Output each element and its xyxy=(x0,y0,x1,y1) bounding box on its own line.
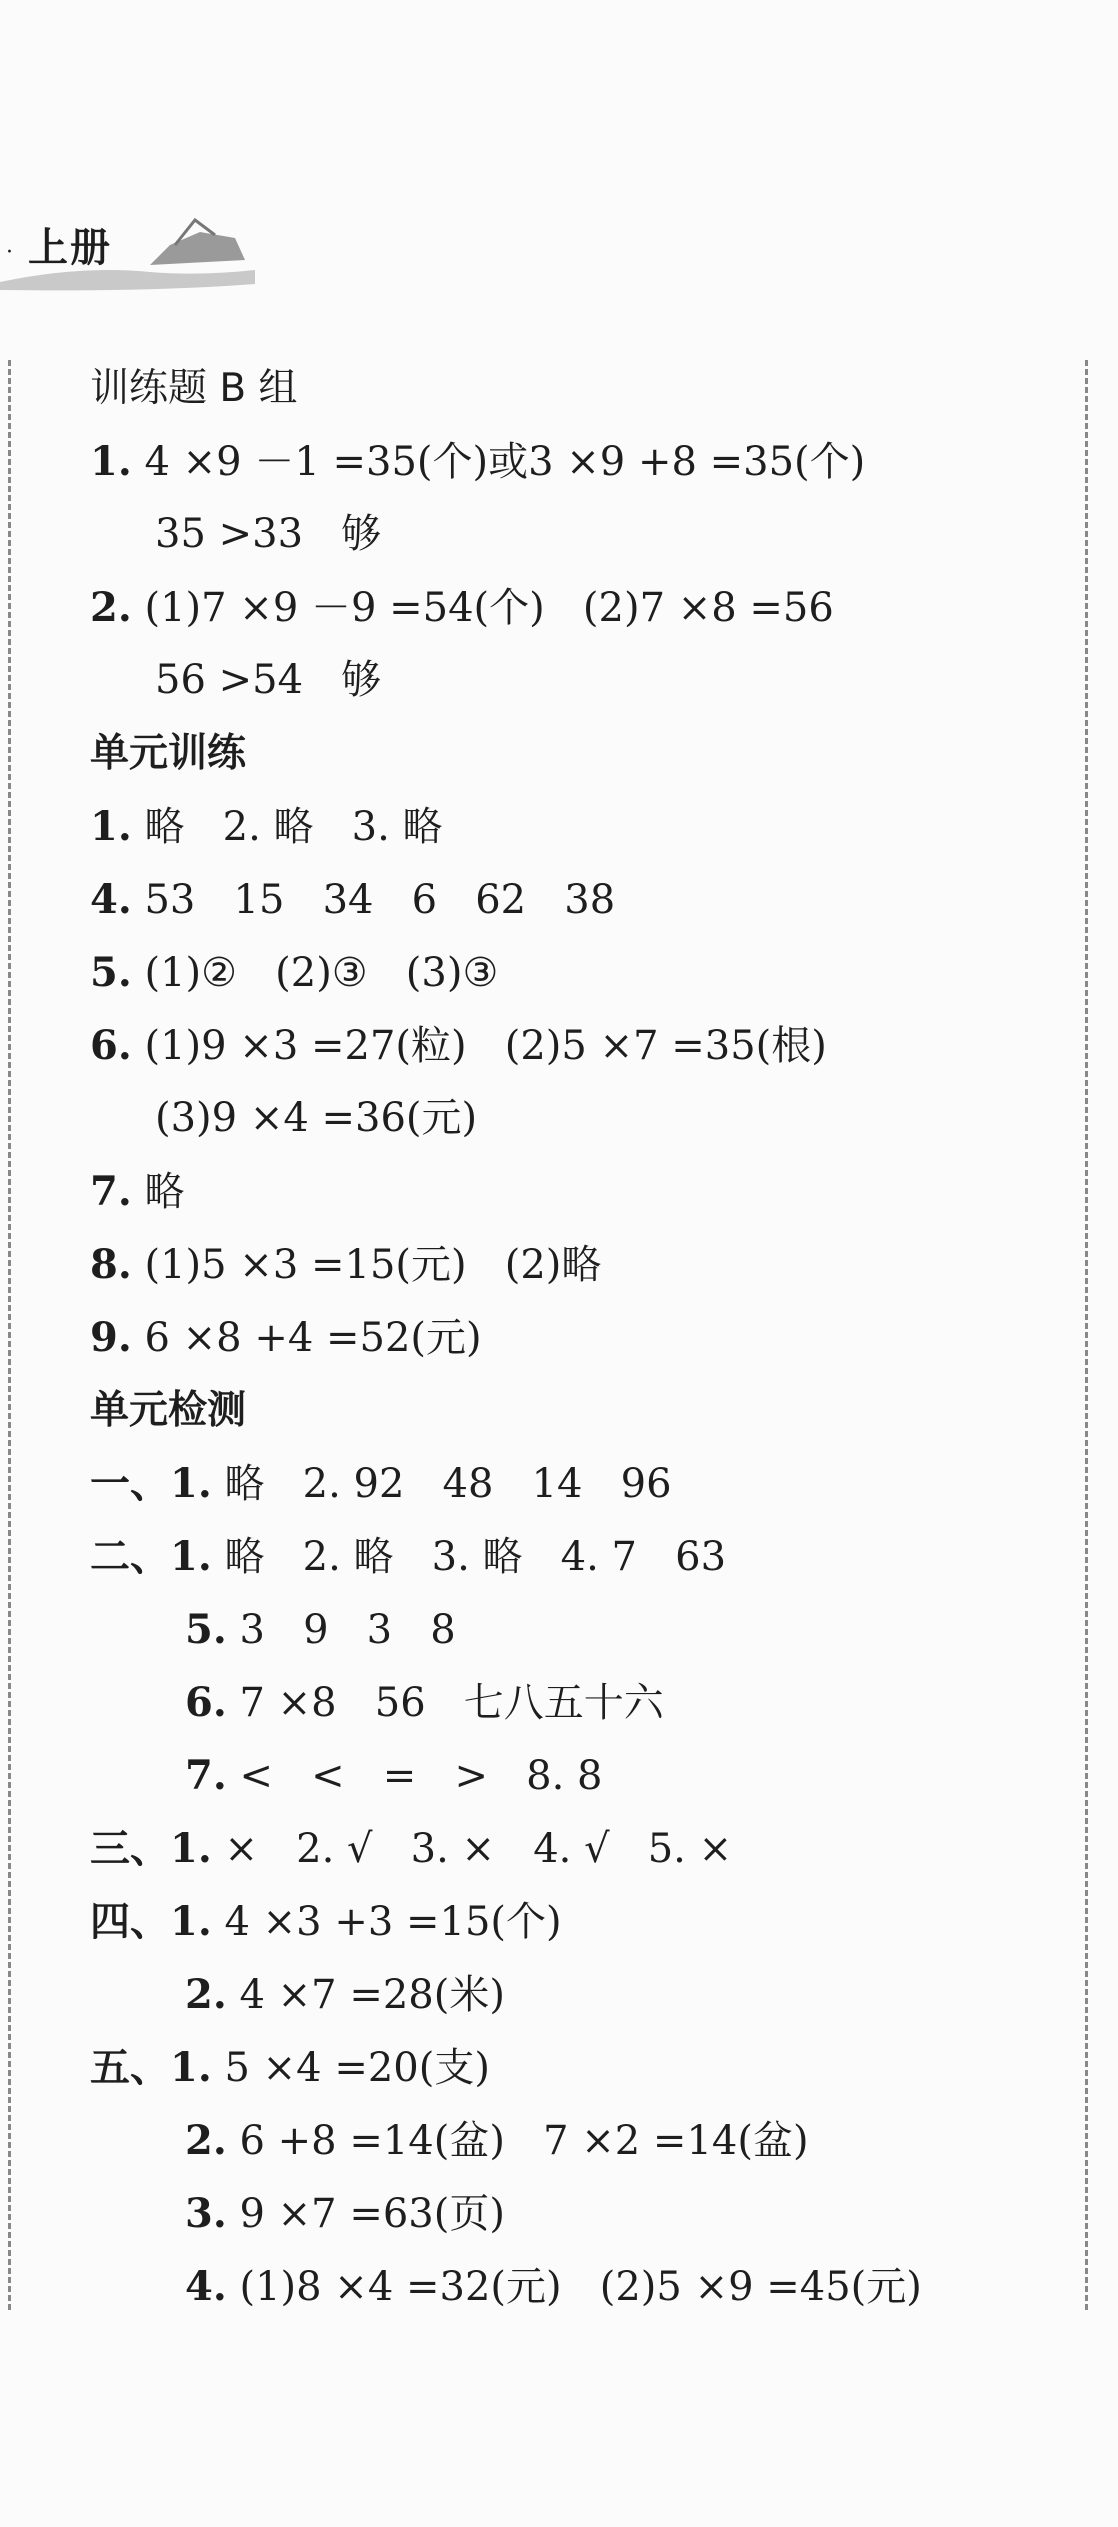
answer-line xyxy=(90,571,1080,644)
answer-line xyxy=(90,1082,1080,1155)
header-label: 上册 xyxy=(28,225,112,271)
item-text: 9 ×7 =63(页) xyxy=(226,2191,505,2237)
answer-line xyxy=(90,863,1080,936)
item-text: < < = > 8. 8 xyxy=(226,1753,603,1799)
answer-line xyxy=(90,1155,1080,1228)
answer-line xyxy=(90,1301,1080,1374)
item-text: 3 9 3 8 xyxy=(226,1607,456,1653)
item-number: 8. xyxy=(90,1241,132,1288)
item-text: 略 2. 略 3. 略 4. 7 63 xyxy=(211,1534,727,1580)
left-dashed-border xyxy=(8,360,11,2310)
item-text: 35 >33 够 xyxy=(155,511,382,557)
answer-line xyxy=(90,1958,1080,2031)
item-text: 6 ×8 +4 =52(元) xyxy=(131,1315,482,1361)
answer-line xyxy=(90,425,1080,498)
section-title: 训练题 B 组 xyxy=(90,366,298,411)
item-text: 7 ×8 56 七八五十六 xyxy=(226,1680,664,1726)
right-dashed-border xyxy=(1085,360,1088,2310)
item-text: 56 >54 够 xyxy=(155,657,382,703)
item-text: 略 2. 略 3. 略 xyxy=(131,804,443,850)
item-number: 2. xyxy=(185,1971,227,2018)
answer-line xyxy=(90,2250,1080,2323)
item-number: 6. xyxy=(185,1679,227,1726)
item-text: 53 15 34 6 62 38 xyxy=(131,877,616,923)
item-number: 1. xyxy=(90,438,132,485)
item-number: 5. xyxy=(185,1606,227,1653)
item-number: 三、1. xyxy=(90,1825,212,1872)
answer-line xyxy=(90,1885,1080,1958)
page-header xyxy=(0,190,270,300)
answer-line xyxy=(90,1666,1080,1739)
item-number: 2. xyxy=(90,584,132,631)
answer-line xyxy=(90,790,1080,863)
answer-line xyxy=(90,1009,1080,1082)
item-number: 二、1. xyxy=(90,1533,212,1580)
answer-line xyxy=(90,1593,1080,1666)
item-number: 3. xyxy=(185,2190,227,2237)
answer-line xyxy=(90,644,1080,717)
item-text: 4 ×7 =28(米) xyxy=(226,1972,505,2018)
item-number: 4. xyxy=(90,876,132,923)
item-text: (1)5 ×3 =15(元) (2)略 xyxy=(131,1242,602,1288)
item-text: (1)8 ×4 =32(元) (2)5 ×9 =45(元) xyxy=(226,2264,922,2310)
item-number: 5. xyxy=(90,949,132,996)
item-number: 1. xyxy=(90,803,132,850)
section-title: 单元训练 xyxy=(90,731,247,776)
header-dot: · xyxy=(6,240,13,265)
item-text: × 2. √ 3. × 4. √ 5. × xyxy=(211,1826,733,1872)
item-text: 6 +8 =14(盆) 7 ×2 =14(盆) xyxy=(226,2118,809,2164)
answer-line xyxy=(90,2031,1080,2104)
item-number: 四、1. xyxy=(90,1898,212,1945)
answer-line xyxy=(90,1447,1080,1520)
answer-line xyxy=(90,1228,1080,1301)
item-text: 略 xyxy=(131,1169,185,1215)
item-text: (1)② (2)③ (3)③ xyxy=(131,950,499,996)
item-number: 4. xyxy=(185,2263,227,2310)
item-text: (1)9 ×3 =27(粒) (2)5 ×7 =35(根) xyxy=(131,1023,827,1069)
answer-line xyxy=(90,2104,1080,2177)
item-number: 五、1. xyxy=(90,2044,212,2091)
item-text: 4 ×3 +3 =15(个) xyxy=(211,1899,562,1945)
item-text: (1)7 ×9 －9 =54(个) (2)7 ×8 =56 xyxy=(131,585,834,631)
answer-line xyxy=(90,1812,1080,1885)
answer-line xyxy=(90,498,1080,571)
item-number: 7. xyxy=(185,1752,227,1799)
answer-line xyxy=(90,1520,1080,1593)
item-text: 略 2. 92 48 14 96 xyxy=(211,1461,672,1507)
item-number: 6. xyxy=(90,1022,132,1069)
item-text: 4 ×9 －1 =35(个)或3 ×9 +8 =35(个) xyxy=(131,439,866,485)
answer-line xyxy=(90,936,1080,1009)
item-number: 7. xyxy=(90,1168,132,1215)
item-text: (3)9 ×4 =36(元) xyxy=(155,1095,478,1141)
item-number: 9. xyxy=(90,1314,132,1361)
answer-content xyxy=(90,352,1080,2323)
answer-line xyxy=(90,1739,1080,1812)
item-text: 5 ×4 =20(支) xyxy=(211,2045,490,2091)
item-number: 一、1. xyxy=(90,1460,212,1507)
section-title: 单元检测 xyxy=(90,1388,247,1433)
item-number: 2. xyxy=(185,2117,227,2164)
answer-line xyxy=(90,2177,1080,2250)
